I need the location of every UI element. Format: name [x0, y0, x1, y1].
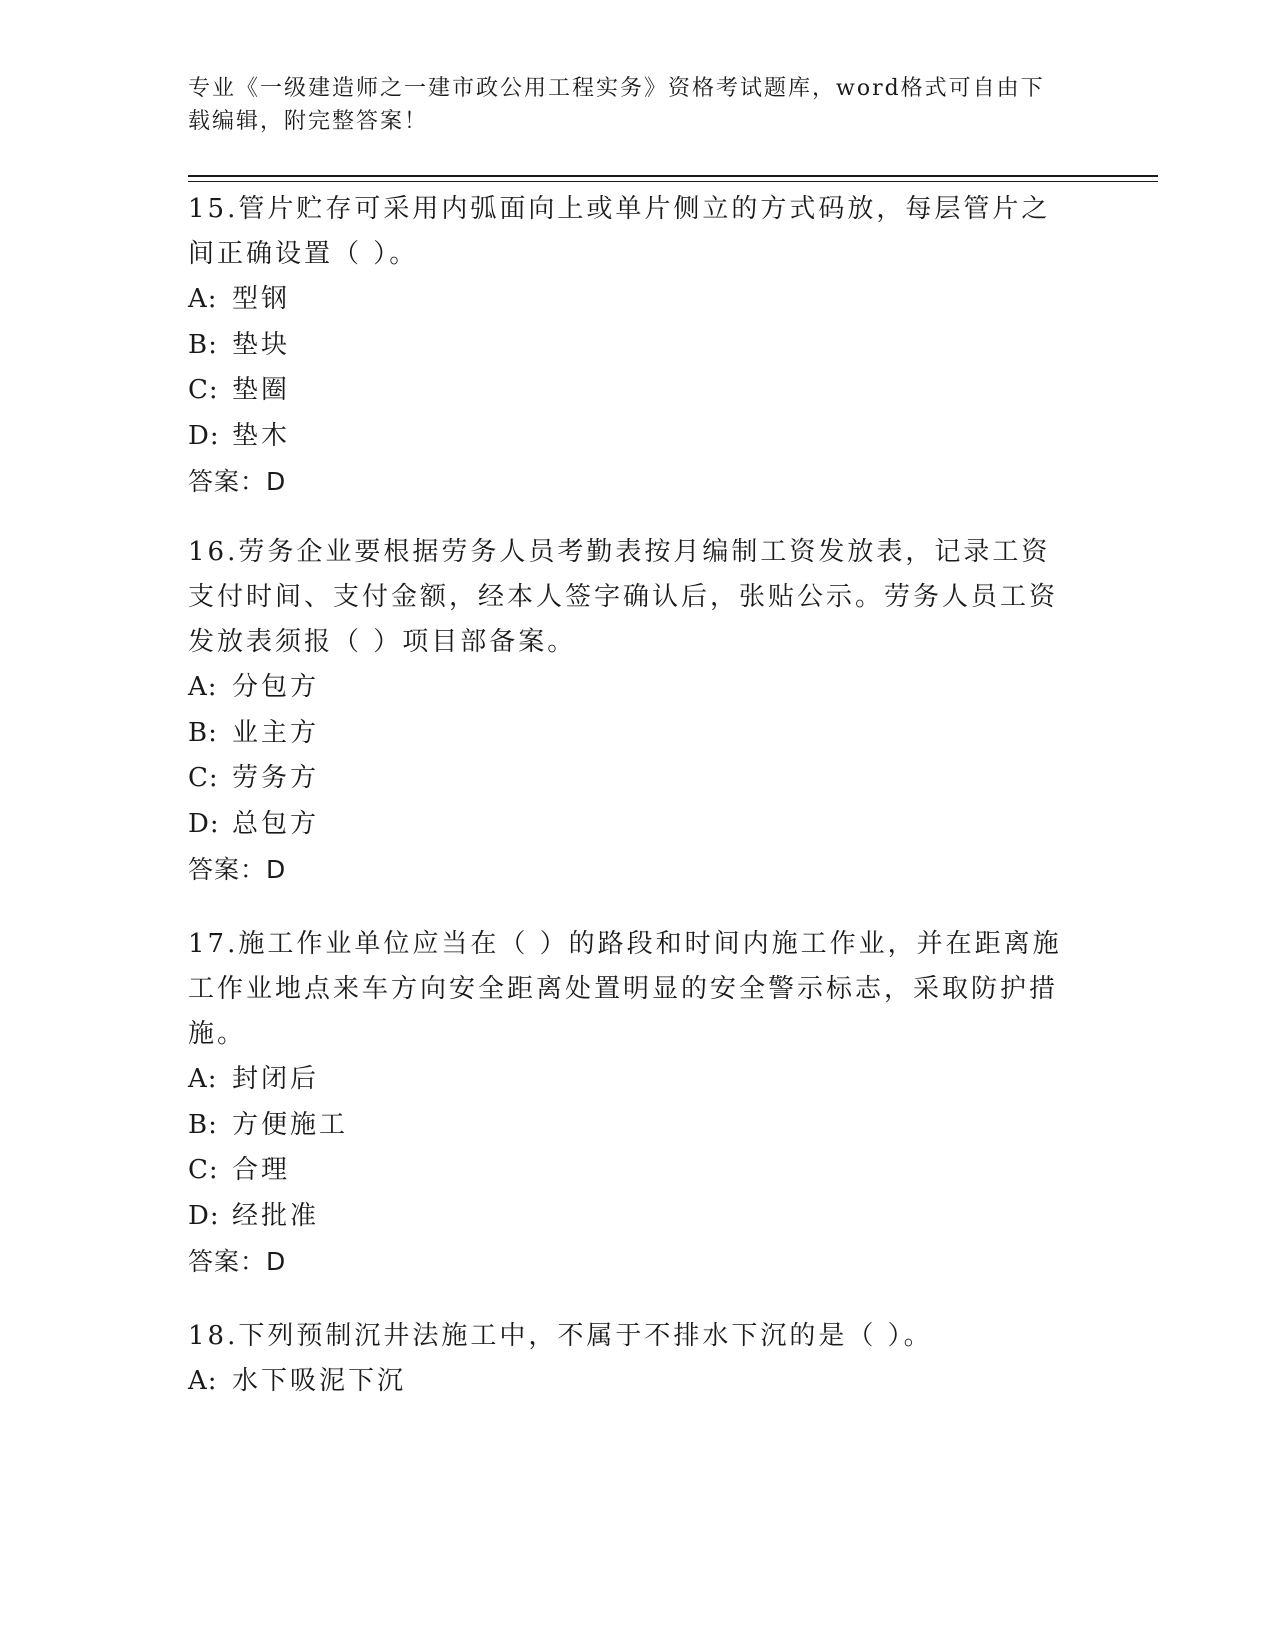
question-stem: 17.施工作业单位应当在（ ）的路段和时间内施工作业，并在距离施工作业地点来车方向安全距离处置明显的安全警示标志，采取防护措施。 — [188, 929, 1062, 1049]
option-letter: A: — [188, 672, 218, 702]
option-text: 封闭后 — [232, 1064, 320, 1094]
question-stem: 16.劳务企业要根据劳务人员考勤表按月编制工资发放表，记录工资支付时间、支付金额，经本人签字确认后，张贴公示。劳务人员工资发放表须报（ ）项目部备案。 — [188, 537, 1059, 657]
option-text: 垫圈 — [232, 375, 291, 405]
question-17 — [188, 922, 1078, 1284]
answer-text: 答案：D — [188, 467, 287, 496]
question-15 — [188, 187, 1078, 504]
option-c — [188, 1148, 1078, 1194]
option-text: 劳务方 — [232, 763, 320, 793]
option-text: 分包方 — [232, 672, 320, 702]
question-18 — [188, 1314, 1078, 1405]
option-text: 业主方 — [232, 717, 320, 748]
option-a — [188, 665, 1078, 711]
option-letter: D: — [188, 1200, 220, 1231]
option-letter: C: — [188, 1155, 219, 1185]
option-letter: D: — [188, 808, 220, 839]
option-letter: A: — [188, 1366, 218, 1396]
option-letter: D: — [188, 420, 220, 451]
option-letter: B: — [188, 717, 218, 748]
option-b — [188, 711, 1078, 757]
option-text: 型钢 — [232, 284, 291, 314]
question-16 — [188, 530, 1078, 892]
option-text: 总包方 — [232, 808, 320, 839]
answer-text: 答案：D — [188, 855, 287, 884]
option-letter: A: — [188, 1064, 218, 1094]
option-text: 合理 — [232, 1155, 291, 1185]
option-c — [188, 756, 1078, 802]
option-letter: B: — [188, 329, 218, 360]
option-b — [188, 1103, 1078, 1149]
option-text: 水下吸泥下沉 — [232, 1366, 407, 1396]
option-text: 垫木 — [232, 420, 291, 451]
option-d — [188, 414, 1078, 460]
option-d — [188, 1194, 1078, 1240]
option-a — [188, 1359, 1078, 1405]
document-header: 专业《一级建造师之一建市政公用工程实务》资格考试题库，word格式可自由下载编辑，附完整答案！ — [188, 76, 1045, 134]
header-divider-thick — [188, 175, 1158, 177]
option-text: 经批准 — [232, 1200, 320, 1231]
option-letter: A: — [188, 284, 218, 314]
option-text: 方便施工 — [232, 1109, 349, 1140]
answer-text: 答案：D — [188, 1247, 287, 1276]
option-a — [188, 277, 1078, 323]
option-letter: B: — [188, 1109, 218, 1140]
question-stem: 18.下列预制沉井法施工中，不属于不排水下沉的是（ ）。 — [188, 1321, 933, 1351]
option-d — [188, 802, 1078, 848]
option-text: 垫块 — [232, 329, 291, 360]
option-letter: C: — [188, 763, 219, 793]
option-letter: C: — [188, 375, 219, 405]
option-b — [188, 323, 1078, 369]
header-divider-thin — [188, 181, 1158, 182]
question-stem: 15.管片贮存可采用内弧面向上或单片侧立的方式码放，每层管片之间正确设置（ ）。 — [188, 194, 1051, 269]
option-a — [188, 1057, 1078, 1103]
option-c — [188, 368, 1078, 414]
